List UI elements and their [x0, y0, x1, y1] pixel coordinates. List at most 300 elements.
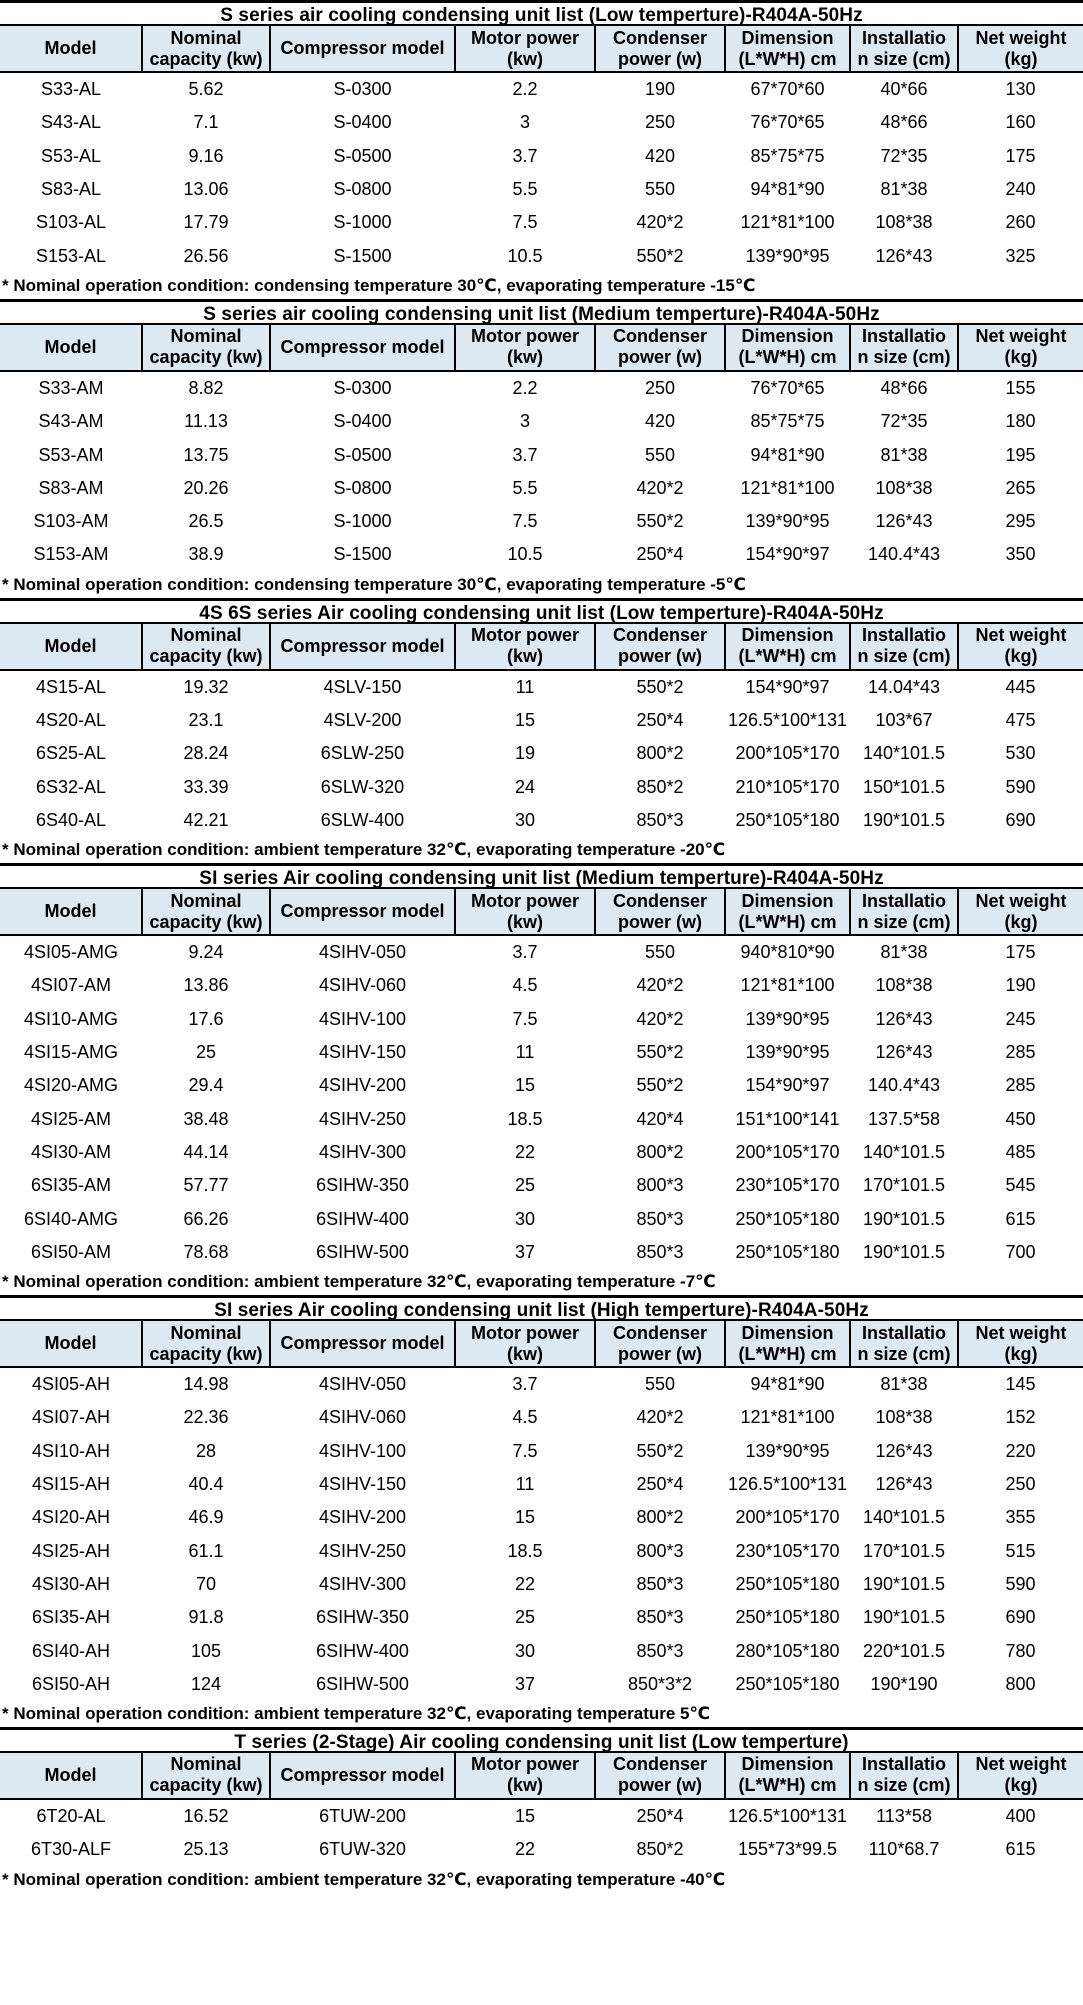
cell-model: 4S15-AL — [35, 676, 107, 697]
header-line: Model — [44, 1764, 97, 1785]
cell-motor-power: 15 — [514, 1075, 536, 1096]
cell-installation-size: 40*66 — [880, 79, 928, 100]
cell-installation-size: 190*101.5 — [862, 809, 946, 830]
cell-condenser-power: 800*2 — [636, 1507, 684, 1528]
column-header-compressor-model — [270, 1753, 455, 1799]
header-line: Model — [44, 635, 97, 656]
cell-dimension: 155*73*99.5 — [737, 1839, 838, 1860]
cell-motor-power: 30 — [514, 1640, 536, 1661]
table-row — [0, 538, 1083, 571]
cell-motor-power: 30 — [514, 809, 536, 830]
cell-condenser-power: 800*2 — [636, 743, 684, 764]
cell-condenser-power: 550*2 — [636, 511, 684, 532]
cell-model: 4SI20-AMG — [23, 1075, 119, 1096]
cell-condenser-power: 550 — [644, 444, 676, 465]
column-header-net-weight — [958, 325, 1083, 371]
table-section — [0, 299, 1083, 598]
table-row — [0, 1833, 1083, 1866]
column-header-nominal-capacity — [142, 1753, 270, 1799]
cell-compressor-model: 4SIHV-250 — [318, 1540, 407, 1561]
cell-compressor-model: 4SIHV-050 — [318, 942, 407, 963]
cell-condenser-power: 550*2 — [636, 1440, 684, 1461]
operation-condition-note: * Nominal operation condition: ambient temperature 32℃, evaporating temperature 5℃ — [2, 1703, 711, 1723]
table-section — [0, 0, 1083, 299]
cell-nominal-capacity: 22.36 — [183, 1407, 229, 1428]
table-row — [0, 106, 1083, 139]
table-row — [0, 405, 1083, 438]
cell-nominal-capacity: 78.68 — [183, 1241, 229, 1262]
header-line: (kg) — [1004, 911, 1038, 932]
cell-installation-size: 108*38 — [875, 1407, 933, 1428]
cell-nominal-capacity: 124 — [190, 1673, 222, 1694]
header-line: Dimension — [741, 27, 834, 48]
table-section — [0, 598, 1083, 863]
table-row — [0, 1799, 1083, 1833]
column-header-installation-size — [850, 325, 958, 371]
cell-model: 4SI30-AH — [31, 1573, 111, 1594]
cell-motor-power: 11 — [515, 1042, 535, 1063]
cell-model: 6S25-AL — [35, 743, 107, 764]
cell-nominal-capacity: 44.14 — [183, 1141, 229, 1162]
column-header-dimension — [725, 26, 850, 72]
table-row — [0, 206, 1083, 239]
cell-compressor-model: S-1500 — [333, 245, 392, 266]
cell-net-weight: 545 — [1005, 1175, 1036, 1196]
cell-net-weight: 190 — [1005, 975, 1036, 996]
header-line: Net weight — [975, 1754, 1067, 1775]
cell-condenser-power: 850*3 — [636, 809, 684, 830]
cell-motor-power: 3.7 — [512, 444, 538, 465]
header-line: (kg) — [1004, 347, 1038, 368]
cell-net-weight: 475 — [1005, 710, 1036, 730]
header-line: (L*W*H) cm — [738, 1775, 837, 1796]
cell-dimension: 139*90*95 — [745, 1042, 830, 1063]
column-header-compressor-model — [270, 1321, 455, 1367]
column-header-dimension — [725, 889, 850, 935]
cell-nominal-capacity: 40.4 — [188, 1474, 224, 1495]
header-line: Model — [44, 1333, 97, 1354]
column-header-nominal-capacity — [142, 889, 270, 935]
header-line: capacity (kw) — [149, 646, 263, 667]
cell-condenser-power: 850*3 — [636, 1241, 684, 1262]
cell-installation-size: 48*66 — [880, 112, 928, 133]
cell-installation-size: 140.4*43 — [867, 1075, 941, 1096]
header-line: Nominal — [170, 1322, 242, 1343]
cell-dimension: 139*90*95 — [745, 1008, 830, 1029]
header-line: Model — [44, 901, 97, 922]
cell-dimension: 200*105*170 — [735, 743, 840, 764]
header-line: capacity (kw) — [149, 347, 263, 368]
header-row — [0, 1321, 1083, 1367]
cell-compressor-model: S-0300 — [333, 79, 392, 100]
cell-nominal-capacity: 66.26 — [183, 1208, 229, 1229]
header-line: Net weight — [975, 625, 1067, 646]
cell-model: 6SI40-AH — [31, 1640, 111, 1661]
cell-dimension: 94*81*90 — [750, 1374, 825, 1395]
header-line: Net weight — [975, 890, 1067, 911]
header-line: power (w) — [618, 1775, 702, 1796]
cell-installation-size: 190*101.5 — [862, 1241, 946, 1262]
cell-nominal-capacity: 14.98 — [183, 1374, 229, 1395]
cell-nominal-capacity: 46.9 — [188, 1507, 224, 1528]
cell-installation-size: 190*190 — [870, 1673, 938, 1694]
header-line: Compressor model — [280, 1333, 445, 1354]
cell-dimension: 126.5*100*131 — [727, 710, 848, 730]
header-line: Motor power — [471, 1322, 579, 1343]
cell-motor-power: 2.2 — [512, 79, 538, 100]
cell-compressor-model: 4SIHV-200 — [318, 1075, 407, 1096]
cell-dimension: 250*105*180 — [735, 1607, 840, 1628]
cell-dimension: 139*90*95 — [745, 1440, 830, 1461]
header-line: (L*W*H) cm — [738, 646, 837, 667]
table-row — [0, 472, 1083, 505]
column-header-installation-size — [850, 1321, 958, 1367]
cell-net-weight: 800 — [1005, 1673, 1036, 1694]
cell-motor-power: 37 — [514, 1673, 536, 1694]
cell-condenser-power: 850*3*2 — [627, 1673, 693, 1694]
table-section — [0, 1727, 1083, 1893]
cell-nominal-capacity: 17.6 — [188, 1008, 224, 1029]
cell-net-weight: 245 — [1005, 1008, 1036, 1029]
column-header-condenser-power — [595, 889, 725, 935]
cell-compressor-model: 4SIHV-250 — [318, 1108, 407, 1129]
cell-condenser-power: 550*2 — [636, 676, 684, 697]
cell-installation-size: 126*43 — [875, 245, 933, 266]
header-line: capacity (kw) — [149, 48, 263, 69]
cell-net-weight: 325 — [1005, 245, 1036, 266]
cell-compressor-model: S-1000 — [333, 212, 392, 233]
cell-dimension: 126.5*100*131 — [727, 1806, 848, 1827]
cell-installation-size: 190*101.5 — [862, 1607, 946, 1628]
cell-compressor-model: 4SIHV-150 — [318, 1042, 407, 1063]
cell-model: S33-AM — [38, 377, 104, 398]
header-line: Installatio — [861, 890, 946, 911]
cell-motor-power: 3 — [519, 112, 530, 133]
cell-nominal-capacity: 57.77 — [183, 1175, 229, 1196]
cell-net-weight: 350 — [1005, 544, 1036, 565]
cell-model: 4SI05-AH — [31, 1374, 111, 1395]
header-line: Nominal — [170, 326, 242, 347]
cell-installation-size: 126*43 — [875, 1474, 933, 1495]
cell-model: 6SI40-AMG — [23, 1208, 119, 1229]
cell-net-weight: 175 — [1005, 145, 1036, 166]
header-line: Nominal — [170, 890, 242, 911]
cell-model: 4SI07-AH — [31, 1407, 111, 1428]
cell-condenser-power: 250*4 — [636, 1806, 684, 1827]
cell-installation-size: 126*43 — [875, 1008, 933, 1029]
cell-dimension: 85*75*75 — [750, 411, 825, 432]
cell-net-weight: 445 — [1005, 676, 1036, 697]
cell-installation-size: 190*101.5 — [862, 1208, 946, 1229]
cell-motor-power: 4.5 — [512, 975, 538, 996]
table-section — [0, 1295, 1083, 1727]
cell-installation-size: 140.4*43 — [867, 544, 941, 565]
header-line: Condenser — [612, 326, 708, 347]
cell-model: 4SI25-AH — [31, 1540, 111, 1561]
header-line: Motor power — [471, 625, 579, 646]
cell-model: S43-AL — [40, 112, 102, 133]
cell-condenser-power: 850*3 — [636, 1573, 684, 1594]
cell-net-weight: 295 — [1005, 511, 1036, 532]
table-row — [0, 505, 1083, 538]
cell-motor-power: 25 — [514, 1175, 536, 1196]
cell-net-weight: 220 — [1005, 1440, 1036, 1461]
cell-condenser-power: 550*2 — [636, 1042, 684, 1063]
operation-condition-note: * Nominal operation condition: ambient temperature 32℃, evaporating temperature -20℃ — [2, 840, 726, 860]
cell-dimension: 250*105*180 — [735, 1673, 840, 1694]
header-line: Motor power — [471, 326, 579, 347]
cell-net-weight: 615 — [1005, 1208, 1036, 1229]
cell-model: 4SI05-AMG — [23, 942, 119, 963]
cell-motor-power: 10.5 — [507, 544, 543, 565]
column-header-installation-size — [850, 26, 958, 72]
header-line: (kw) — [507, 347, 543, 368]
table-row — [0, 1401, 1083, 1434]
cell-dimension: 139*90*95 — [745, 511, 830, 532]
cell-net-weight: 700 — [1005, 1241, 1036, 1262]
cell-installation-size: 190*101.5 — [862, 1573, 946, 1594]
cell-compressor-model: S-0400 — [333, 112, 392, 133]
cell-compressor-model: 6SLW-320 — [320, 776, 405, 797]
table-row — [0, 1236, 1083, 1269]
cell-condenser-power: 420*4 — [636, 1108, 684, 1129]
spec-table — [0, 1321, 1083, 1701]
cell-condenser-power: 850*2 — [636, 1839, 684, 1860]
cell-nominal-capacity: 105 — [190, 1640, 222, 1661]
cell-condenser-power: 800*3 — [636, 1175, 684, 1196]
column-header-motor-power — [455, 1753, 595, 1799]
cell-nominal-capacity: 38.48 — [183, 1108, 229, 1129]
header-line: Nominal — [170, 1754, 242, 1775]
cell-motor-power: 11 — [515, 1474, 535, 1495]
section-title: 4S 6S series Air cooling condensing unit list (Low temperture)-R404A-50Hz — [0, 598, 1083, 624]
cell-dimension: 154*90*97 — [745, 676, 830, 697]
cell-motor-power: 15 — [514, 1507, 536, 1528]
table-row — [0, 72, 1083, 106]
cell-net-weight: 400 — [1005, 1806, 1036, 1827]
section-title: T series (2-Stage) Air cooling condensing unit list (Low temperture) — [0, 1727, 1083, 1753]
cell-motor-power: 3.7 — [512, 942, 538, 963]
cell-installation-size: 103*67 — [875, 710, 933, 730]
cell-compressor-model: 4SIHV-300 — [318, 1573, 407, 1594]
cell-nominal-capacity: 5.62 — [188, 79, 224, 100]
column-header-compressor-model — [270, 26, 455, 72]
cell-installation-size: 48*66 — [880, 377, 928, 398]
cell-compressor-model: 6SIHW-500 — [316, 1673, 409, 1694]
cell-net-weight: 195 — [1005, 444, 1036, 465]
cell-net-weight: 515 — [1005, 1540, 1036, 1561]
cell-nominal-capacity: 25.13 — [183, 1839, 229, 1860]
cell-model: S103-AL — [35, 212, 107, 233]
column-header-installation-size — [850, 889, 958, 935]
cell-installation-size: 137.5*58 — [867, 1108, 941, 1129]
header-line: Model — [44, 336, 97, 357]
cell-motor-power: 22 — [514, 1839, 536, 1860]
column-header-model — [0, 26, 142, 72]
header-line: Dimension — [741, 326, 834, 347]
header-line: Installatio — [861, 1322, 946, 1343]
header-line: (kg) — [1004, 1775, 1038, 1796]
column-header-net-weight — [958, 1753, 1083, 1799]
cell-motor-power: 5.5 — [512, 179, 538, 200]
table-row — [0, 804, 1083, 837]
column-header-model — [0, 1753, 142, 1799]
cell-nominal-capacity: 19.32 — [183, 676, 229, 697]
table-row — [0, 704, 1083, 737]
table-row — [0, 1668, 1083, 1701]
column-header-dimension — [725, 1321, 850, 1367]
column-header-compressor-model — [270, 889, 455, 935]
column-header-net-weight — [958, 889, 1083, 935]
cell-motor-power: 19 — [514, 743, 536, 764]
table-row — [0, 770, 1083, 803]
header-line: Dimension — [741, 1754, 834, 1775]
cell-model: 6T20-AL — [36, 1806, 106, 1827]
header-line: (L*W*H) cm — [738, 347, 837, 368]
spec-table — [0, 325, 1083, 572]
cell-net-weight: 690 — [1005, 809, 1036, 830]
cell-condenser-power: 550 — [644, 179, 676, 200]
cell-dimension: 121*81*100 — [740, 1407, 835, 1428]
cell-compressor-model: 4SIHV-200 — [318, 1507, 407, 1528]
cell-condenser-power: 850*2 — [636, 776, 684, 797]
cell-nominal-capacity: 9.24 — [188, 942, 224, 963]
cell-model: 4S20-AL — [35, 710, 107, 730]
cell-net-weight: 590 — [1005, 776, 1036, 797]
column-header-condenser-power — [595, 325, 725, 371]
cell-dimension: 85*75*75 — [750, 145, 825, 166]
column-header-model — [0, 624, 142, 670]
header-line: Dimension — [741, 1322, 834, 1343]
cell-model: 4SI07-AM — [30, 975, 112, 996]
header-line: Model — [44, 38, 97, 58]
column-header-condenser-power — [595, 1321, 725, 1367]
table-row — [0, 1468, 1083, 1501]
cell-model: 6S32-AL — [35, 776, 107, 797]
cell-installation-size: 72*35 — [880, 145, 928, 166]
cell-net-weight: 780 — [1005, 1640, 1036, 1661]
cell-motor-power: 15 — [514, 1806, 536, 1827]
cell-compressor-model: 4SLV-150 — [323, 676, 402, 697]
column-header-nominal-capacity — [142, 325, 270, 371]
column-header-model — [0, 325, 142, 371]
header-line: capacity (kw) — [149, 911, 263, 932]
cell-installation-size: 14.04*43 — [867, 676, 941, 697]
cell-compressor-model: S-0500 — [333, 145, 392, 166]
cell-model: S53-AM — [38, 444, 104, 465]
cell-installation-size: 108*38 — [875, 212, 933, 233]
header-line: (kg) — [1004, 646, 1038, 667]
header-line: Compressor model — [280, 635, 445, 656]
column-header-net-weight — [958, 624, 1083, 670]
table-section — [0, 863, 1083, 1295]
cell-net-weight: 285 — [1005, 1075, 1036, 1096]
cell-nominal-capacity: 23.1 — [188, 710, 224, 730]
cell-compressor-model: 6SLW-400 — [320, 809, 405, 830]
cell-model: 4SI30-AM — [30, 1141, 112, 1162]
column-header-dimension — [725, 624, 850, 670]
header-line: (L*W*H) cm — [738, 911, 837, 932]
cell-model: 6SI35-AH — [31, 1607, 111, 1628]
cell-net-weight: 615 — [1005, 1839, 1036, 1860]
table-row — [0, 140, 1083, 173]
column-header-nominal-capacity — [142, 1321, 270, 1367]
cell-installation-size: 140*101.5 — [862, 743, 946, 764]
cell-nominal-capacity: 26.5 — [188, 511, 224, 532]
cell-model: 4SI10-AMG — [23, 1008, 119, 1029]
cell-dimension: 121*81*100 — [740, 212, 835, 233]
cell-dimension: 154*90*97 — [745, 1075, 830, 1096]
header-line: (kw) — [507, 1775, 543, 1796]
table-row — [0, 1003, 1083, 1036]
operation-condition-note: * Nominal operation condition: condensing temperature 30℃, evaporating temperature -15℃ — [2, 275, 756, 295]
cell-dimension: 230*105*170 — [735, 1175, 840, 1196]
cell-condenser-power: 420*2 — [636, 1407, 684, 1428]
table-row — [0, 1069, 1083, 1102]
cell-compressor-model: S-1000 — [333, 511, 392, 532]
cell-condenser-power: 850*3 — [636, 1640, 684, 1661]
table-row — [0, 1103, 1083, 1136]
column-header-condenser-power — [595, 26, 725, 72]
cell-model: 6T30-ALF — [30, 1839, 112, 1860]
header-line: Nominal — [170, 625, 242, 646]
cell-condenser-power: 550 — [644, 942, 676, 963]
cell-nominal-capacity: 20.26 — [183, 477, 229, 498]
cell-model: S33-AL — [40, 79, 102, 100]
table-row — [0, 670, 1083, 704]
table-row — [0, 1169, 1083, 1202]
header-line: n size (cm) — [857, 1343, 951, 1364]
operation-condition-note: * Nominal operation condition: ambient temperature 32℃, evaporating temperature -7℃ — [2, 1272, 716, 1292]
table-row — [0, 1435, 1083, 1468]
cell-motor-power: 37 — [514, 1241, 536, 1262]
cell-net-weight: 152 — [1005, 1407, 1036, 1428]
cell-compressor-model: S-0500 — [333, 444, 392, 465]
cell-model: S153-AL — [35, 245, 107, 266]
column-header-model — [0, 1321, 142, 1367]
spec-table — [0, 1753, 1083, 1867]
cell-dimension: 121*81*100 — [740, 477, 835, 498]
table-row — [0, 173, 1083, 206]
cell-dimension: 126.5*100*131 — [727, 1474, 848, 1495]
column-header-motor-power — [455, 889, 595, 935]
header-row — [0, 325, 1083, 371]
cell-motor-power: 4.5 — [512, 1407, 538, 1428]
table-row — [0, 1136, 1083, 1169]
cell-installation-size: 72*35 — [880, 411, 928, 432]
cell-dimension: 76*70*65 — [750, 112, 825, 133]
cell-compressor-model: S-0400 — [333, 411, 392, 432]
header-line: Condenser — [612, 27, 708, 48]
cell-nominal-capacity: 13.75 — [183, 444, 229, 465]
cell-motor-power: 30 — [514, 1208, 536, 1229]
cell-net-weight: 250 — [1005, 1474, 1036, 1495]
header-line: (L*W*H) cm — [738, 48, 837, 69]
column-header-dimension — [725, 325, 850, 371]
cell-net-weight: 265 — [1005, 477, 1036, 498]
cell-condenser-power: 800*3 — [636, 1540, 684, 1561]
header-line: Nominal — [170, 27, 242, 48]
cell-motor-power: 3 — [519, 411, 530, 432]
cell-dimension: 94*81*90 — [750, 444, 825, 465]
cell-net-weight: 355 — [1005, 1507, 1036, 1528]
cell-compressor-model: 4SIHV-100 — [318, 1440, 407, 1461]
column-header-motor-power — [455, 26, 595, 72]
header-line: Condenser — [612, 1322, 708, 1343]
cell-dimension: 121*81*100 — [740, 975, 835, 996]
cell-nominal-capacity: 11.13 — [184, 411, 228, 432]
header-line: (kg) — [1004, 1343, 1038, 1364]
